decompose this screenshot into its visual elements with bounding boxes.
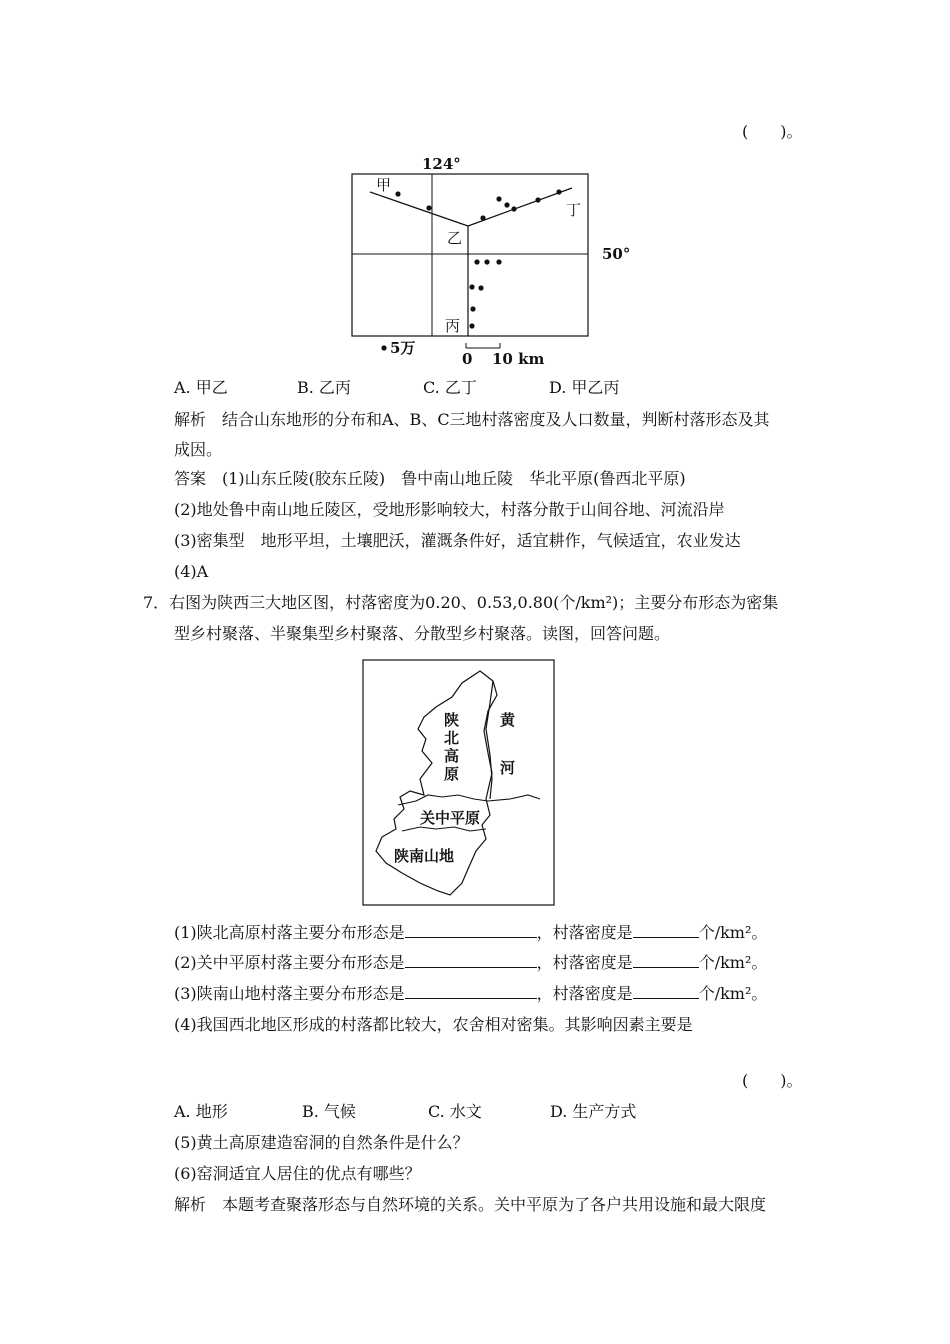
q6-option-b: B. 乙丙	[297, 378, 351, 397]
q6-answer-line4: (4)A	[174, 562, 209, 581]
sub2-density-label: ，村落密度是	[536, 953, 633, 972]
label-jia: 甲	[376, 176, 392, 194]
q7-answer-paren: ( )。	[742, 1071, 803, 1090]
q7-sub3	[174, 983, 767, 1005]
q6-answer-line2: (2)地处鲁中南山地丘陵区，受地形影响较大，村落分散于山间谷地、河流沿岸	[174, 500, 725, 519]
q6-option-a: A. 甲乙	[174, 378, 228, 397]
q7-analysis: 解析 本题考查聚落形态与自然环境的关系。关中平原为了各户共用设施和最大限度	[174, 1195, 767, 1214]
q7-sub1	[174, 922, 767, 944]
river-char1: 黄	[500, 711, 516, 729]
q6-option-c: C. 乙丁	[423, 378, 477, 397]
q6-analysis-line2: 成因。	[174, 440, 223, 459]
sub3-blank-form[interactable]	[405, 984, 537, 999]
q7-intro-line1: 7．右图为陕西三大地区图，村落密度为0.20、0.53,0.80(个/km²)；主要分布形态为密集	[143, 593, 779, 612]
sub2-prompt: (2)关中平原村落主要分布形态是	[174, 953, 405, 972]
region-north-char1: 陕	[444, 711, 460, 729]
scale-end: 10 km	[492, 350, 545, 368]
sub2-blank-density[interactable]	[633, 953, 699, 968]
scale-zero: 0	[462, 350, 473, 368]
legend-label: 5万	[390, 339, 416, 357]
label-ding: 丁	[566, 201, 582, 219]
sub1-blank-form[interactable]	[405, 923, 537, 938]
lat-label: 50°	[602, 245, 631, 263]
q7-option-c: C. 水文	[428, 1102, 482, 1121]
q6-answer-paren: ( )。	[742, 122, 803, 141]
region-north-char2: 北	[444, 729, 460, 747]
sub3-density-label: ，村落密度是	[536, 984, 633, 1003]
q7-option-d: D. 生产方式	[550, 1102, 637, 1121]
sub3-blank-density[interactable]	[633, 984, 699, 999]
q6-option-d: D. 甲乙丙	[549, 378, 620, 397]
region-north-char3: 高	[444, 747, 460, 765]
settlement-dots	[381, 189, 561, 350]
q6-analysis-line1: 解析 结合山东地形的分布和A、B、C三地村落密度及人口数量，判断村落形态及其	[174, 410, 770, 429]
sub1-unit: 个/km²。	[698, 923, 768, 942]
q7-option-b: B. 气候	[302, 1102, 356, 1121]
sub2-unit: 个/km²。	[698, 953, 768, 972]
road-jia	[370, 192, 468, 226]
q7-sub5: (5)黄土高原建造窑洞的自然条件是什么？	[174, 1133, 469, 1152]
region-north-char4: 原	[444, 765, 460, 783]
q7-intro-line2: 型乡村聚落、半聚集型乡村聚落、分散型乡村聚落。读图，回答问题。	[174, 624, 671, 643]
sub1-blank-density[interactable]	[633, 923, 699, 938]
q7-sub2	[174, 952, 767, 974]
region-south: 陕南山地	[394, 847, 455, 865]
q6-answer-line1: 答案 (1)山东丘陵(胶东丘陵) 鲁中南山地丘陵 华北平原(鲁西北平原)	[174, 469, 686, 488]
sub1-prompt: (1)陕北高原村落主要分布形态是	[174, 923, 405, 942]
sub3-prompt: (3)陕南山地村落主要分布形态是	[174, 984, 405, 1003]
label-bing: 丙	[445, 317, 461, 335]
river-char2: 河	[500, 759, 516, 777]
sub2-blank-form[interactable]	[405, 953, 537, 968]
sub3-unit: 个/km²。	[698, 984, 768, 1003]
q7-shaanxi-map	[362, 659, 556, 907]
q6-answer-line3: (3)密集型 地形平坦，土壤肥沃，灌溉条件好，适宜耕作，气候适宜，农业发达	[174, 531, 741, 550]
lon-label: 124°	[422, 155, 461, 173]
q7-option-a: A. 地形	[174, 1102, 228, 1121]
region-guanzhong: 关中平原	[420, 809, 481, 827]
q7-sub4: (4)我国西北地区形成的村落都比较大，农舍相对密集。其影响因素主要是	[174, 1015, 693, 1034]
label-yi: 乙	[447, 229, 463, 247]
legend-dot	[381, 345, 386, 350]
q6-settlement-map	[350, 152, 640, 372]
q7-sub6: (6)窑洞适宜人居住的优点有哪些？	[174, 1164, 421, 1183]
sub1-density-label: ，村落密度是	[536, 923, 633, 942]
